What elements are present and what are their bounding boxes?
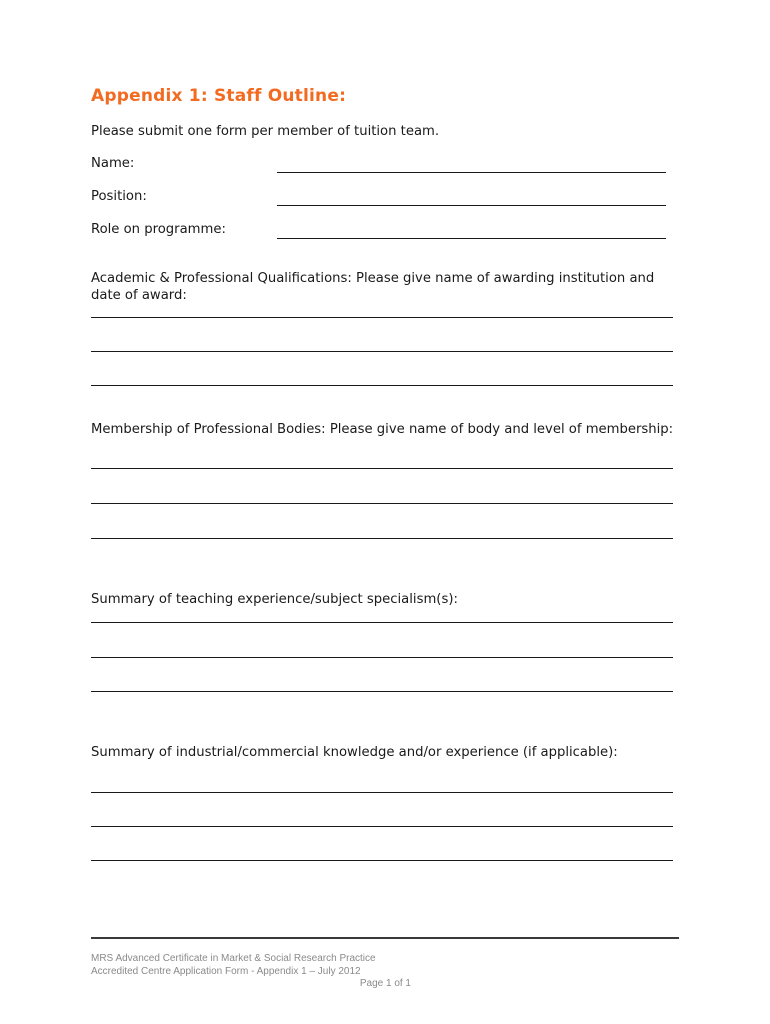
qualifications-section bbox=[91, 270, 676, 304]
role-field[interactable] bbox=[91, 222, 681, 242]
position-line[interactable] bbox=[277, 205, 666, 206]
qualifications-line-2[interactable] bbox=[91, 351, 673, 352]
footer-course-title: MRS Advanced Certificate in Market & Social Research Practice bbox=[91, 953, 376, 964]
page-title: Appendix 1: Staff Outline: bbox=[91, 86, 347, 106]
page-number: Page 1 of 1 bbox=[359, 978, 411, 989]
role-line[interactable] bbox=[277, 238, 666, 239]
name-field[interactable] bbox=[91, 156, 681, 176]
membership-prompt: Membership of Professional Bodies: Please give name of body and level of membership: bbox=[91, 422, 674, 437]
industrial-prompt: Summary of industrial/commercial knowledge and/or experience (if applicable): bbox=[91, 745, 618, 760]
teaching-line-1[interactable] bbox=[91, 622, 673, 623]
position-field[interactable] bbox=[91, 189, 681, 209]
footer-form-title: Accredited Centre Application Form - Appendix 1 – July 2012 bbox=[91, 965, 361, 977]
qualifications-line-1[interactable] bbox=[91, 317, 673, 318]
industrial-section bbox=[91, 744, 676, 761]
teaching-line-3[interactable] bbox=[91, 691, 673, 692]
position-label: Position: bbox=[91, 189, 147, 204]
qualifications-prompt: Academic & Professional Qualifications: Please give name of awarding institution and date of award: bbox=[91, 271, 655, 303]
industrial-line-1[interactable] bbox=[91, 792, 673, 793]
name-line[interactable] bbox=[277, 172, 666, 173]
membership-line-2[interactable] bbox=[91, 503, 673, 504]
membership-line-3[interactable] bbox=[91, 538, 673, 539]
industrial-line-2[interactable] bbox=[91, 826, 673, 827]
teaching-line-2[interactable] bbox=[91, 657, 673, 658]
membership-line-1[interactable] bbox=[91, 468, 673, 469]
teaching-prompt: Summary of teaching experience/subject specialism(s): bbox=[91, 592, 458, 607]
footer-info bbox=[91, 953, 376, 978]
name-label: Name: bbox=[91, 156, 135, 171]
industrial-line-3[interactable] bbox=[91, 860, 673, 861]
membership-section bbox=[91, 421, 676, 438]
intro-text: Please submit one form per member of tuition team. bbox=[91, 124, 440, 139]
teaching-section bbox=[91, 591, 676, 608]
footer-divider bbox=[91, 937, 679, 939]
qualifications-line-3[interactable] bbox=[91, 385, 673, 386]
role-label: Role on programme: bbox=[91, 222, 226, 237]
